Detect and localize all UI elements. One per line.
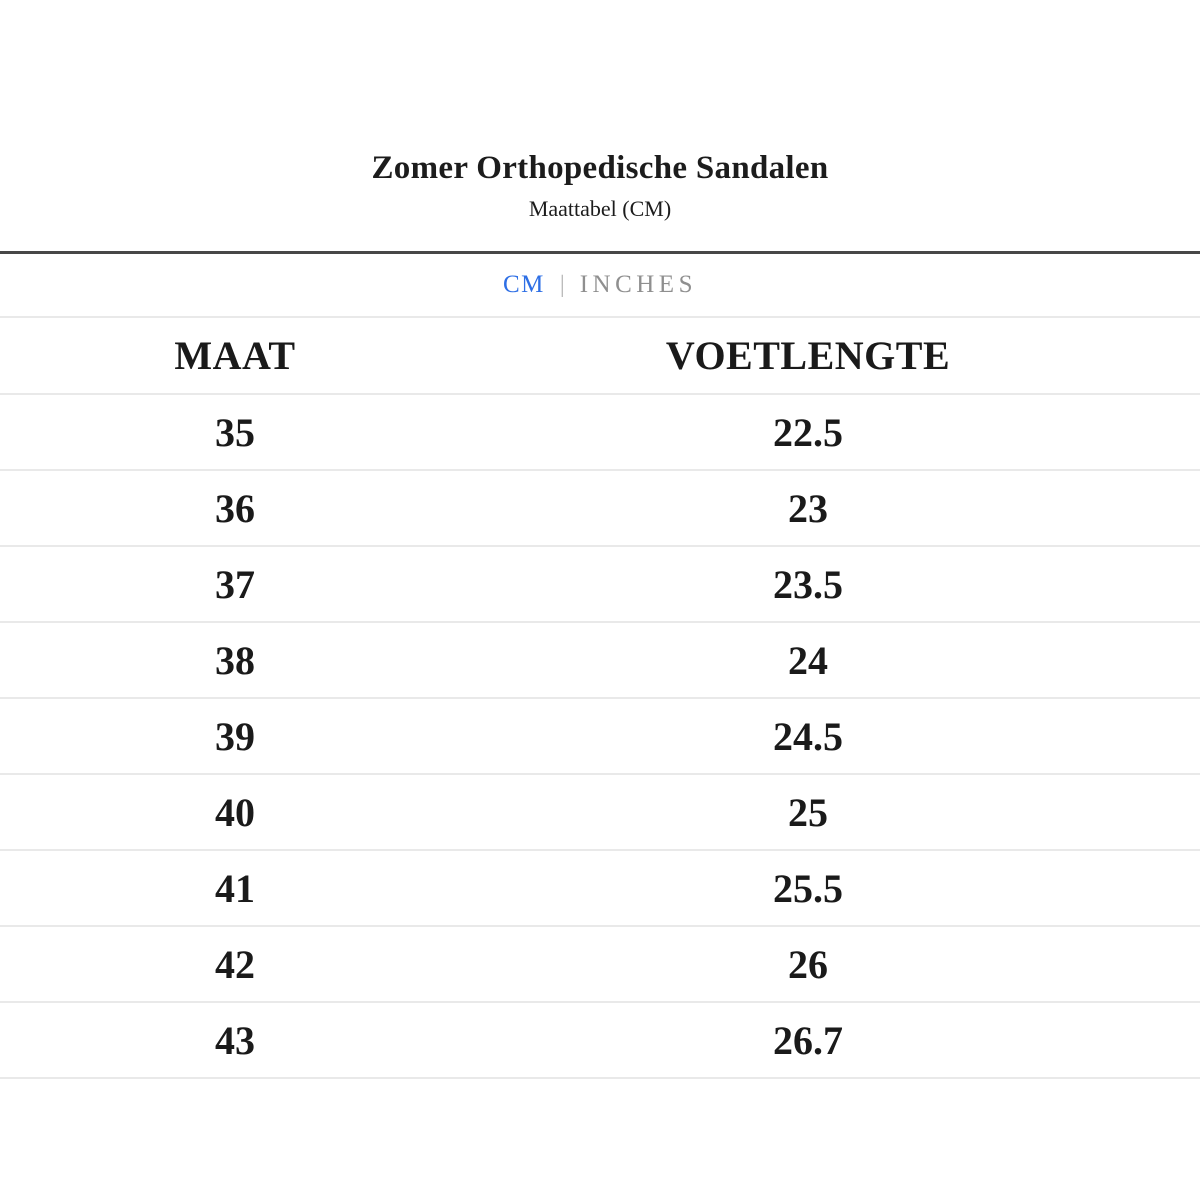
size-cell: 37	[215, 561, 255, 607]
length-cell: 25	[788, 789, 828, 835]
table-row	[0, 395, 1200, 471]
length-cell: 26	[788, 941, 828, 987]
size-cell: 35	[215, 409, 255, 455]
length-cell: 22.5	[773, 409, 843, 455]
size-cell: 38	[215, 637, 255, 683]
page-title: Zomer Orthopedische Sandalen	[371, 150, 829, 186]
size-cell: 43	[215, 1017, 255, 1063]
size-cell: 41	[215, 865, 255, 911]
chart-header	[0, 0, 1200, 222]
table-row	[0, 471, 1200, 547]
size-table	[0, 318, 1200, 1079]
column-header-voetlengte: VOETLENGTE	[665, 333, 951, 378]
length-cell: 26.7	[773, 1017, 843, 1063]
length-cell: 25.5	[773, 865, 843, 911]
page-subtitle: Maattabel (CM)	[528, 196, 672, 221]
unit-tab-cm[interactable]: CM	[502, 271, 545, 298]
unit-toggle-divider: |	[559, 271, 565, 298]
size-cell: 36	[215, 485, 255, 531]
column-header-maat: MAAT	[174, 333, 296, 378]
table-row	[0, 775, 1200, 851]
table-row	[0, 547, 1200, 623]
length-cell: 23.5	[773, 561, 843, 607]
unit-tab-inches[interactable]: INCHES	[579, 271, 697, 298]
table-row	[0, 927, 1200, 1003]
length-cell: 23	[788, 485, 828, 531]
table-header-row	[0, 318, 1200, 395]
table-row	[0, 699, 1200, 775]
unit-toggle	[0, 254, 1200, 318]
table-row	[0, 851, 1200, 927]
size-cell: 40	[215, 789, 255, 835]
table-row	[0, 623, 1200, 699]
size-cell: 42	[215, 941, 255, 987]
length-cell: 24.5	[773, 713, 843, 759]
length-cell: 24	[788, 637, 828, 683]
size-cell: 39	[215, 713, 255, 759]
table-row	[0, 1003, 1200, 1079]
